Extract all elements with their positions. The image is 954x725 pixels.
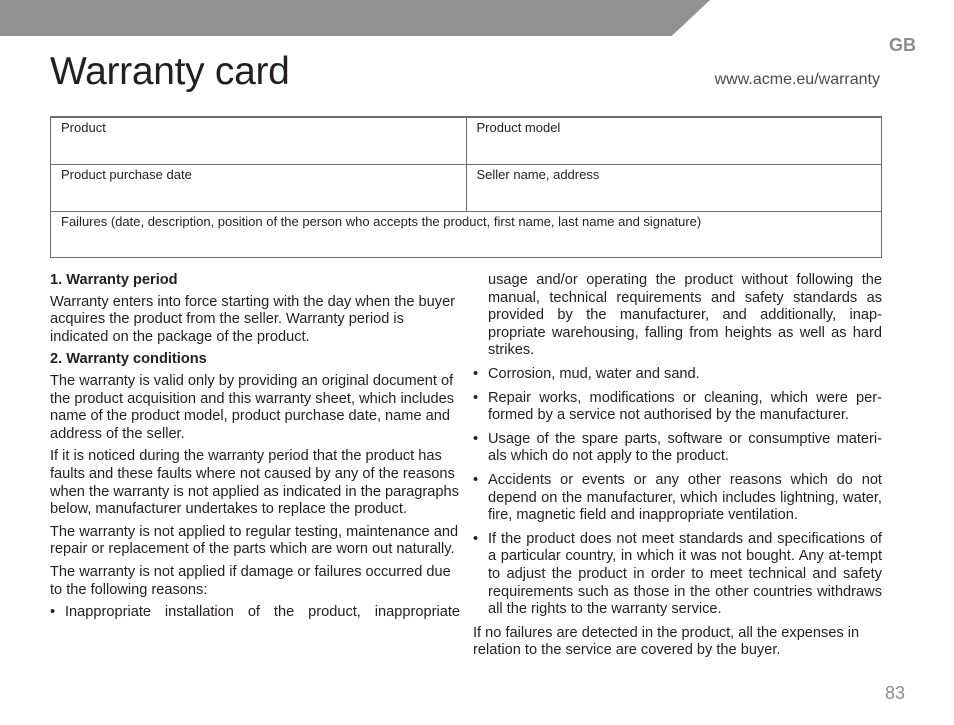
conditions-paragraph: The warranty is not applied to regular testing, maintenance and repair or replacement of the parts which are worn out naturally. <box>50 523 459 558</box>
bullet-mark: • <box>473 471 479 488</box>
conditions-paragraph: The warranty is valid only by providing an original document of the product acquisition and this warranty sheet, which includes name of the product model, product purchase date, name and address of the seller. <box>50 372 454 442</box>
bullet-mark: • <box>473 430 479 447</box>
list-item <box>50 604 460 622</box>
page-title: Warranty card <box>50 50 290 93</box>
left-column <box>50 272 460 628</box>
list-item-text: If the product does not meet standards and specifications of a particular country, in which it was not bought. Any at-tempt to adjust the product in order to meet technical and safety requirements such as those in the other countries withdraws all the rights to the warranty service. <box>488 530 882 618</box>
list-item <box>473 472 882 525</box>
bullet-mark: • <box>50 604 56 621</box>
right-column <box>473 272 882 665</box>
form-row <box>51 212 881 258</box>
warranty-url: www.acme.eu/warranty <box>714 71 880 88</box>
warranty-period-heading: 1. Warranty period <box>50 272 178 288</box>
conditions-paragraph: If it is noticed during the warranty period that the product has faults and these faults where not caused by any of the reasons when the warranty is not applied as indicated in the paragraphs below, manufacturer undertakes to replace the product. <box>50 448 459 518</box>
list-item-text: Corrosion, mud, water and sand. <box>488 365 700 382</box>
product-field: Product <box>61 120 106 135</box>
closing-paragraph: If no failures are detected in the product, all the expenses in relation to the service are covered by the buyer. <box>473 624 860 659</box>
list-item <box>473 431 882 466</box>
seller-field: Seller name, address <box>466 165 882 211</box>
list-item-text: Repair works, modifications or cleaning, which were per-formed by a service not authorised by the manufacturer. <box>488 389 882 424</box>
product-model-field: Product model <box>466 118 882 164</box>
warranty-period-text: Warranty enters into force starting with the day when the buyer acquires the product from the seller. Warranty period is indicated on the package of the product. <box>50 293 456 345</box>
language-code: GB <box>889 35 916 55</box>
failures-field: Failures (date, description, position of the person who accepts the product, first name, last name and signature) <box>61 214 702 229</box>
list-item-text: Inappropriate installation of the product, inappropriate <box>65 604 460 621</box>
list-item <box>473 531 882 619</box>
list-item-continued: usage and/or operating the product without following the manual, technical requirements and safety standards as provided by the manufacturer, and additionally, inap-propriate warehousing, falling from heights as well as hard strikes. <box>488 272 882 359</box>
form-row <box>51 165 881 212</box>
list-item <box>473 366 882 384</box>
conditions-paragraph: The warranty is not applied if damage or failures occurred due to the following reasons: <box>50 563 451 598</box>
bullet-mark: • <box>473 365 479 382</box>
list-item <box>473 390 882 425</box>
warranty-conditions-heading: 2. Warranty conditions <box>50 351 207 368</box>
bullet-mark: • <box>473 389 479 406</box>
header-band <box>0 0 710 36</box>
page-number: 83 <box>884 683 905 703</box>
list-item-text: Accidents or events or any other reasons which do not depend on the manufacturer, which includes lightning, water, fire, magnetic field and inappropriate ventilation. <box>488 471 882 524</box>
purchase-date-field: Product purchase date <box>61 167 192 182</box>
form-row <box>51 118 881 165</box>
bullet-mark: • <box>473 530 479 547</box>
list-item-text: Usage of the spare parts, software or consumptive materi-als which do not apply to the product. <box>488 430 882 465</box>
warranty-form-table <box>50 116 882 258</box>
